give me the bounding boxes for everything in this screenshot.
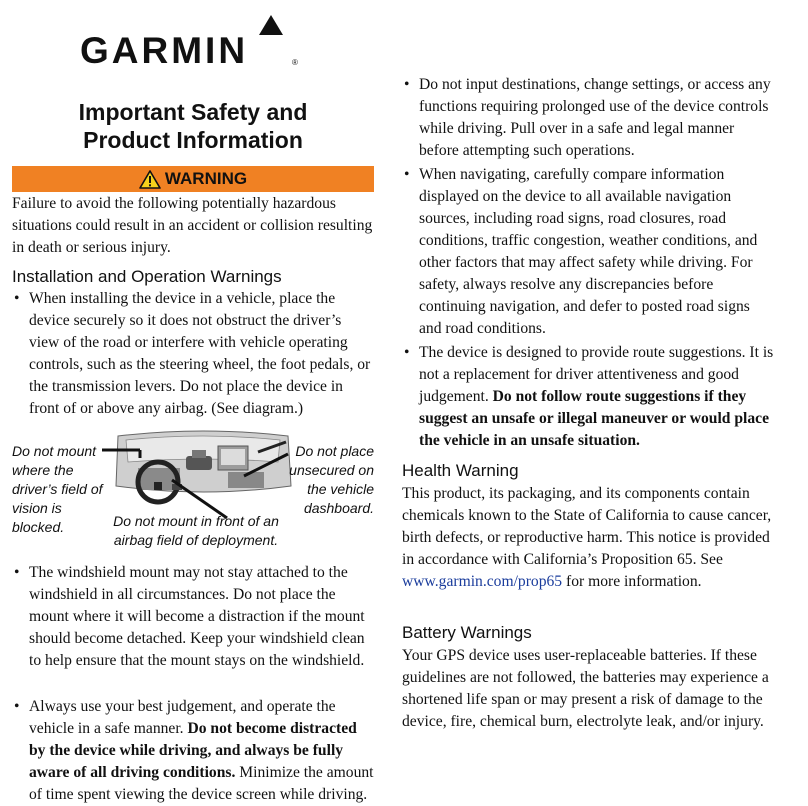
logo-wordmark: GARMIN bbox=[80, 30, 249, 71]
list-item bbox=[12, 562, 374, 672]
bullet-icon: • bbox=[404, 166, 410, 183]
list-item bbox=[12, 696, 374, 806]
bullet-icon: • bbox=[404, 344, 410, 361]
health-heading: Health Warning bbox=[402, 461, 519, 480]
list-item bbox=[12, 288, 374, 420]
warning-label: WARNING bbox=[164, 169, 248, 188]
logo-trademark: ® bbox=[292, 58, 298, 67]
bullet-text-bold: Do not become distracted by the device while driving, and always be fully aware of all driving conditions. bbox=[29, 720, 357, 781]
bullet-text-plain: Always use your best judgement, and operate the vehicle in a safe manner. bbox=[29, 698, 336, 737]
warning-text: Failure to avoid the following potentially hazardous situations could result in an accident or collision resulting in death or serious injury. bbox=[12, 195, 373, 256]
bullet-icon: • bbox=[14, 698, 20, 715]
callout-field-of-vision: Do not mount where the driver’s field of vision is blocked. bbox=[12, 443, 103, 535]
bullet-text bbox=[29, 696, 374, 806]
page-title bbox=[12, 98, 374, 154]
bullet-text: When installing the device in a vehicle, place the device securely so it does not obstruct the driver’s view of the road or interfere with vehicle operating controls, such as the steering wheel, the foot pedals, or the transmission levers. Do not place the device in front of or above any airbag. (See diagram.) bbox=[29, 290, 371, 417]
warning-triangle-icon bbox=[139, 170, 161, 189]
logo-triangle-icon bbox=[259, 15, 283, 35]
bullet-icon: • bbox=[14, 564, 20, 581]
bullet-text-tail: Minimize the amount of time spent viewing the device screen while driving. bbox=[29, 764, 374, 803]
list-item bbox=[402, 342, 774, 452]
bullet-text: Do not input destinations, change settings, or access any functions requiring prolonged use of the device controls while driving. Pull over in a safe and legal manner before attempting such operations. bbox=[419, 76, 771, 159]
bullet-icon: • bbox=[404, 76, 410, 93]
list-item bbox=[402, 164, 774, 340]
bullet-text: When navigating, carefully compare information displayed on the device to all available navigation sources, including road signs, road closures, road conditions, traffic congestion, weather conditions, and other factors that may affect safety while driving. For safety, always resolve any discrepancies before continuing navigation, and defer to posted road signs and road conditions. bbox=[419, 166, 758, 337]
health-text bbox=[402, 483, 774, 593]
bullet-text-bold: Do not follow route suggestions if they suggest an unsafe or illegal maneuver or would place the vehicle in an unsafe situation. bbox=[419, 388, 770, 449]
page-title-line2: Product Information bbox=[83, 127, 303, 153]
callout-airbag: Do not mount in front of an airbag field of deployment. bbox=[113, 513, 279, 548]
bullet-text: The windshield mount may not stay attached to the windshield in all circumstances. Do not place the mount where it will become a distraction if the mount should become detached. Keep your windshield clean to help ensure that the mount stays on the windshield. bbox=[29, 564, 365, 669]
page-title-line1: Important Safety and bbox=[78, 99, 308, 125]
garmin-logo bbox=[80, 8, 310, 70]
bullet-text bbox=[419, 342, 774, 452]
battery-heading: Battery Warnings bbox=[402, 623, 532, 642]
bullet-icon: • bbox=[14, 290, 20, 307]
bullet-text-plain: The device is designed to provide route suggestions. It is not a replacement for driver attentiveness and good judgement. bbox=[419, 344, 774, 405]
battery-text: Your GPS device uses user-replaceable batteries. If these guidelines are not followed, the batteries may experience a shortened life span or may present a risk of damage to the device, fire, chemical burn, electrolyte leak, and/or injury. bbox=[402, 647, 769, 730]
installation-heading: Installation and Operation Warnings bbox=[12, 267, 282, 286]
health-text-after: for more information. bbox=[562, 573, 702, 590]
warning-banner bbox=[12, 166, 374, 192]
callout-dashboard: Do not place unsecured on the vehicle dashboard. bbox=[289, 443, 374, 516]
mounting-diagram bbox=[12, 428, 374, 556]
health-text-before: This product, its packaging, and its components contain chemicals known to the State of California to cause cancer, birth defects, or reproductive harm. This notice is provided in accordance with California’s Proposition 65. See bbox=[402, 485, 772, 568]
list-item bbox=[402, 74, 774, 162]
prop65-link[interactable]: www.garmin.com/prop65 bbox=[402, 573, 563, 590]
